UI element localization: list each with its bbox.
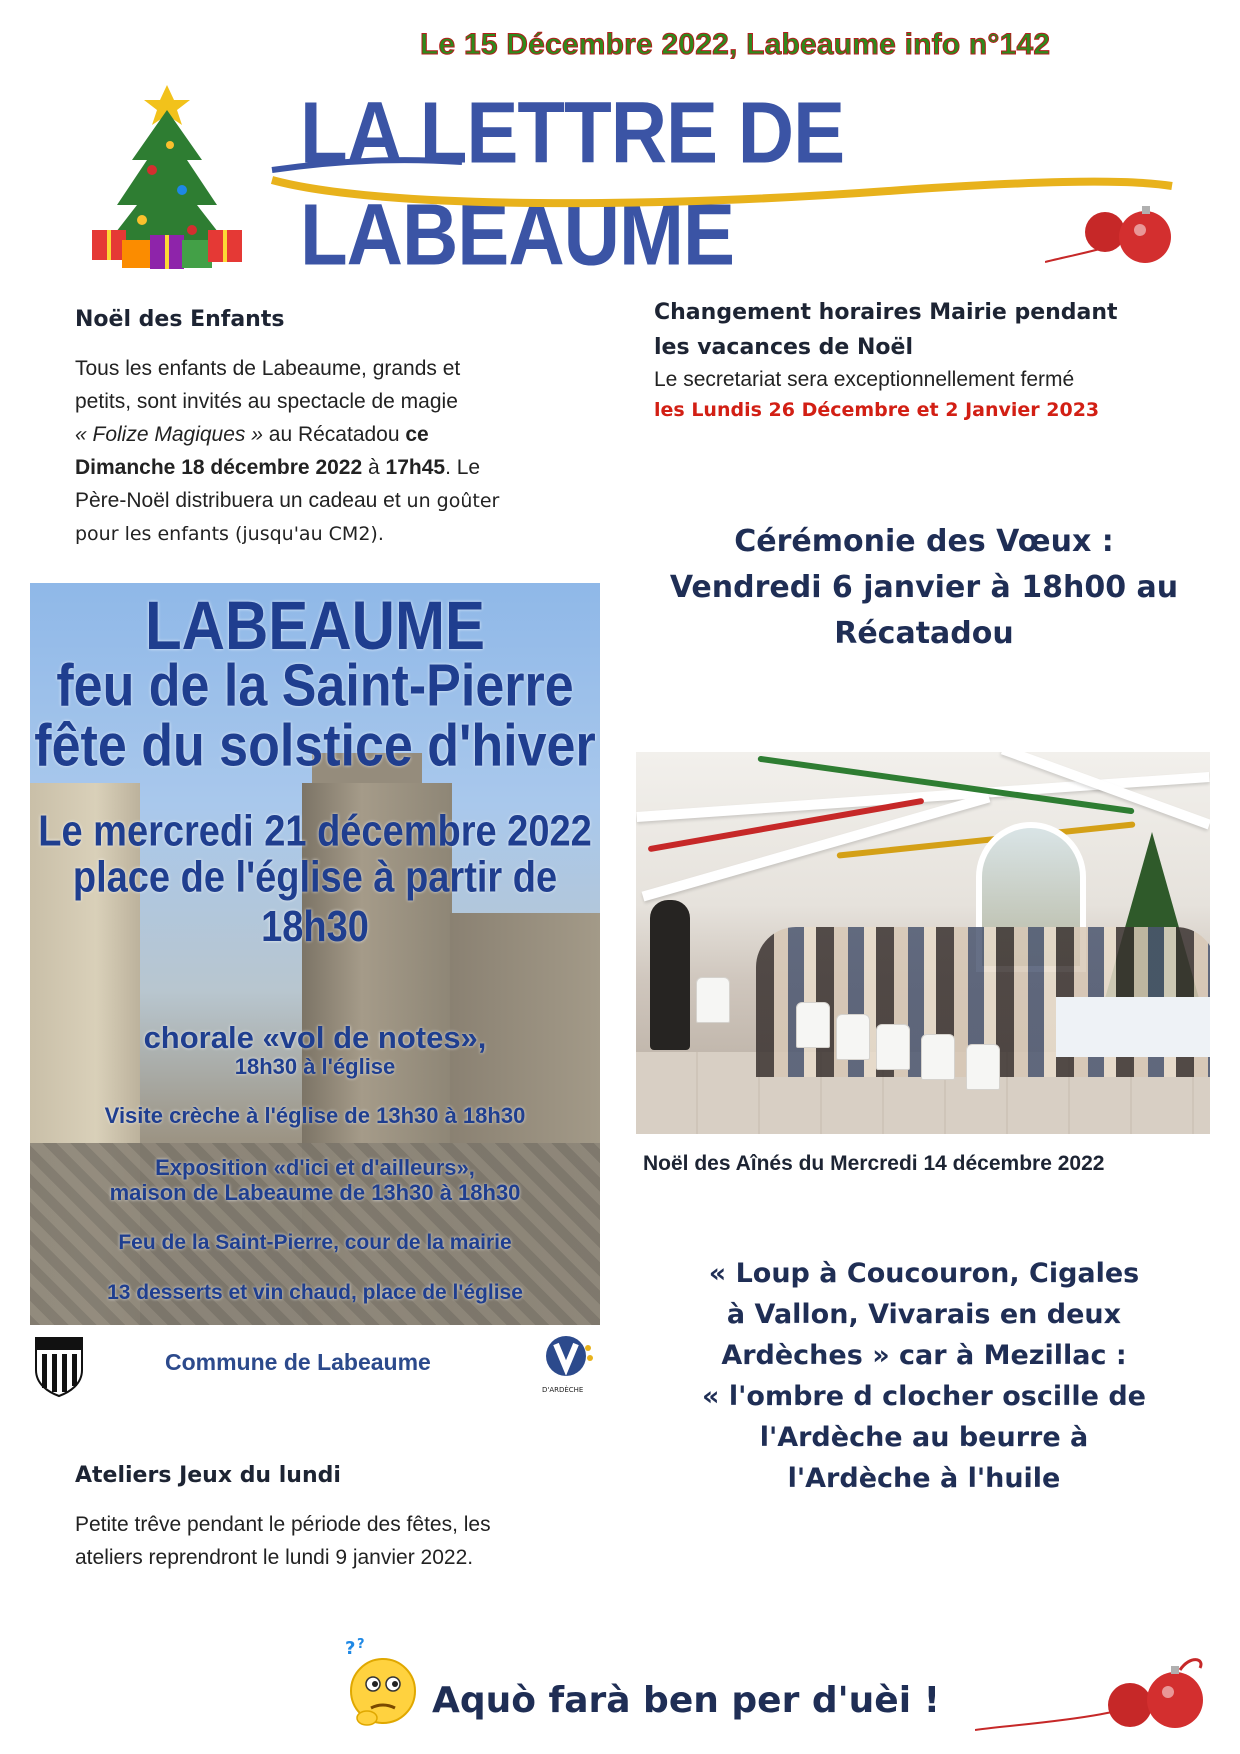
horaires-title-line: les vacances de Noël xyxy=(654,335,913,360)
proverb-line: « Loup à Coucouron, Cigales xyxy=(708,1258,1140,1289)
horaires-title-line: Changement horaires Mairie pendant xyxy=(654,300,1118,325)
proverb xyxy=(636,1253,1212,1499)
proverb-line: Ardèches » car à Mezillac : xyxy=(721,1340,1127,1371)
poster-expo: maison de Labeaume de 13h30 à 18h30 xyxy=(109,1180,521,1205)
noel-line: petits, sont invités au spectacle de magie xyxy=(75,390,458,413)
svg-text:?: ? xyxy=(345,1638,356,1659)
photo-speaker xyxy=(650,900,690,1050)
photo-table xyxy=(1056,997,1210,1057)
noel-line xyxy=(75,484,595,518)
photo-chair xyxy=(876,1024,910,1070)
section-title-noel-enfants: Noël des Enfants xyxy=(75,307,285,332)
event-poster xyxy=(30,583,600,1325)
photo-chair xyxy=(696,977,730,1023)
photo-chair xyxy=(966,1044,1000,1090)
section-title-horaires xyxy=(654,295,1118,365)
photo-chair xyxy=(836,1014,870,1060)
poster-place: place de l'église à partir de 18h30 xyxy=(72,853,558,952)
ateliers-line: ateliers reprendront le lundi 9 janvier 2022. xyxy=(75,1546,474,1569)
poster-chorale: chorale «vol de notes», xyxy=(143,1020,487,1055)
noel-text: au Récatadou xyxy=(262,423,406,446)
village-logo-icon xyxy=(542,1334,598,1396)
christmas-tree-icon xyxy=(82,80,252,275)
poster-chorale-time: 18h30 à l'église xyxy=(234,1054,396,1079)
noel-text: Père-Noël distribuera un cadeau et xyxy=(75,489,407,512)
event-date: Dimanche 18 décembre 2022 xyxy=(75,456,363,479)
masthead-swoosh xyxy=(262,150,1182,210)
closure-dates: les Lundis 26 Décembre et 2 Janvier 2023 xyxy=(654,399,1100,421)
poster-subtitle: fête du solstice d'hiver xyxy=(34,712,596,780)
poster-expo: Exposition «d'ici et d'ailleurs», xyxy=(155,1155,475,1180)
issue-line: Le 15 Décembre 2022, Labeaume info n°142 xyxy=(420,28,1051,61)
section-title-ateliers: Ateliers Jeux du lundi xyxy=(75,1463,341,1488)
commune-name: Commune de Labeaume xyxy=(165,1349,431,1375)
svg-text:?: ? xyxy=(357,1637,365,1652)
ornaments-icon xyxy=(1045,192,1175,277)
photo-chair xyxy=(921,1034,955,1080)
noel-text: un goûter xyxy=(406,490,500,512)
ateliers-line: Petite trêve pendant le période des fêtes, les xyxy=(75,1513,491,1536)
show-name: « Folize Magiques » xyxy=(75,423,263,446)
noel-line: pour les enfants (jusqu'au CM2). xyxy=(75,523,384,545)
proverb-line: à Vallon, Vivarais en deux xyxy=(726,1299,1122,1330)
ornaments-icon xyxy=(975,1650,1215,1740)
noel-text: . Le xyxy=(445,456,481,479)
photo-caption: Noël des Aînés du Mercredi 14 décembre 2022 xyxy=(643,1152,1105,1175)
noel-line xyxy=(75,451,595,484)
noel-bold: ce xyxy=(405,423,429,446)
poster-subtitle: feu de la Saint-Pierre xyxy=(56,652,574,720)
voeux-announcement xyxy=(636,519,1212,657)
thinking-smiley-icon xyxy=(343,1636,423,1736)
noel-line: Tous les enfants de Labeaume, grands et xyxy=(75,357,461,380)
noel-enfants-body xyxy=(75,352,595,551)
poster-creche: Visite crèche à l'église de 13h30 à 18h30 xyxy=(104,1103,526,1128)
event-photo xyxy=(636,752,1210,1134)
poster-desserts: 13 desserts et vin chaud, place de l'église xyxy=(107,1281,523,1304)
proverb-line: « l'ombre d clocher oscille de xyxy=(702,1381,1146,1412)
poster-feu: Feu de la Saint-Pierre, cour de la mairie xyxy=(118,1231,512,1254)
poster-title: LABEAUME xyxy=(145,586,485,665)
noel-line xyxy=(75,418,595,451)
voeux-line: Récatadou xyxy=(834,616,1014,651)
poster-date: Le mercredi 21 décembre 2022 xyxy=(38,807,592,857)
event-time: 17h45 xyxy=(385,456,446,479)
noel-text: à xyxy=(362,456,386,479)
village-logo-text: D'ARDÈCHE xyxy=(542,1386,584,1394)
proverb-line: l'Ardèche au beurre à xyxy=(759,1422,1089,1453)
commune-crest-icon xyxy=(32,1334,86,1398)
voeux-line: Cérémonie des Vœux : xyxy=(734,524,1114,559)
photo-chair xyxy=(796,1002,830,1048)
voeux-line: Vendredi 6 janvier à 18h00 au xyxy=(669,570,1179,605)
ateliers-body xyxy=(75,1508,595,1574)
footer-phrase: Aquò farà ben per d'uèi ! xyxy=(432,1680,941,1721)
proverb-line: l'Ardèche à l'huile xyxy=(787,1463,1061,1494)
masthead-title: LA LETTRE DE LABEAUME xyxy=(300,83,845,284)
horaires-body: Le secretariat sera exceptionnellement fermé xyxy=(654,368,1075,391)
